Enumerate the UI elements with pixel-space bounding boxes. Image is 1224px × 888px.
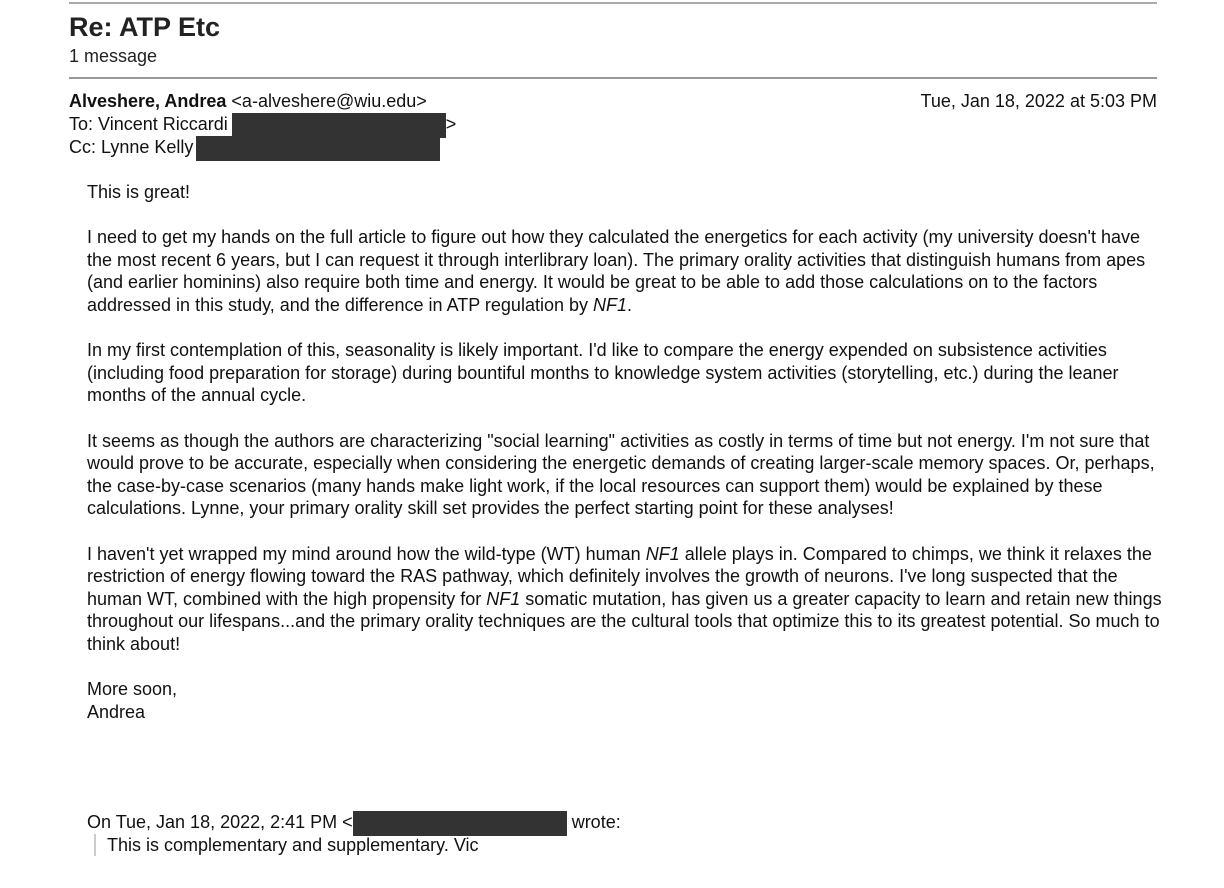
signature: Andrea	[87, 701, 146, 722]
cc-label: Cc: Lynne Kelly	[69, 137, 194, 157]
redacted-to-email	[232, 113, 446, 138]
quoted-text: This is complementary and supplementary. Vic	[94, 834, 479, 856]
message-body	[87, 181, 1167, 723]
body-paragraph-3: In my first contemplation of this, seasonality is likely important. I'd like to compare the energy expended on subsistence activities (including food preparation for storage) during bountiful months to knowledge system activities (storytelling, etc.) during the leaner months of the annual cycle.	[87, 340, 1119, 406]
cc-line	[69, 136, 440, 161]
sender-line	[69, 90, 427, 112]
to-line	[69, 113, 456, 138]
redacted-quote-email	[353, 811, 567, 836]
header-divider	[69, 77, 1157, 79]
to-suffix: >	[445, 114, 457, 134]
redacted-cc-email	[196, 136, 440, 161]
quote-wrote: wrote:	[566, 812, 621, 832]
sender-name: Alveshere, Andrea	[69, 91, 227, 111]
message-count: 1 message	[69, 46, 158, 66]
signoff: More soon,	[87, 679, 178, 700]
quote-attribution	[87, 811, 621, 836]
gene-name-nf1: NF1	[593, 294, 628, 315]
top-divider	[69, 2, 1157, 4]
email-subject: Re: ATP Etc	[69, 12, 221, 42]
gene-name-nf1: NF1	[645, 543, 680, 564]
gene-name-nf1: NF1	[486, 588, 521, 609]
sender-email[interactable]: <a-alveshere@wiu.edu>	[231, 91, 427, 111]
quote-intro: On Tue, Jan 18, 2022, 2:41 PM <	[87, 812, 353, 832]
body-paragraph-1: This is great!	[87, 182, 191, 202]
body-paragraph-4: It seems as though the authors are characterizing "social learning" activities as costly in terms of time but not energy. I'm not sure that would prove to be accurate, especially when considering the energetic demands of creating larger-scale memory spaces. Or, perhaps, the case-by-case scenarios (many hands make light work, if the local resources can support them) would be explained by these calculations. Lynne, your primary orality skill set provides the perfect starting point for these analyses!	[87, 430, 1155, 519]
to-label: To: Vincent Riccardi	[69, 114, 228, 134]
body-paragraph-5: I haven't yet wrapped my mind around how the wild-type (WT) human NF1 allele plays in. Compared to chimps, we think it relaxes the restriction of energy flowing toward the RAS pathway, which definitely involves the growth of neurons. I've long suspected that the human WT, combined with the high propensity for NF1 somatic mutation, has given us a greater capacity to learn and retain new things throughout our lifespans...and the primary orality techniques are the cultural tools that optimize this to its greatest potential. So much to think about!	[87, 543, 1162, 654]
sent-date: Tue, Jan 18, 2022 at 5:03 PM	[920, 91, 1157, 111]
body-paragraph-2: I need to get my hands on the full article to figure out how they calculated the energetics for each activity (my university doesn't have the most recent 6 years, but I can request it through interlibrary loan). The primary orality activities that distinguish humans from apes (and earlier hominins) also require both time and energy. It would be great to be able to add those calculations on to the factors addressed in this study, and the difference in ATP regulation by NF1.	[87, 227, 1146, 315]
